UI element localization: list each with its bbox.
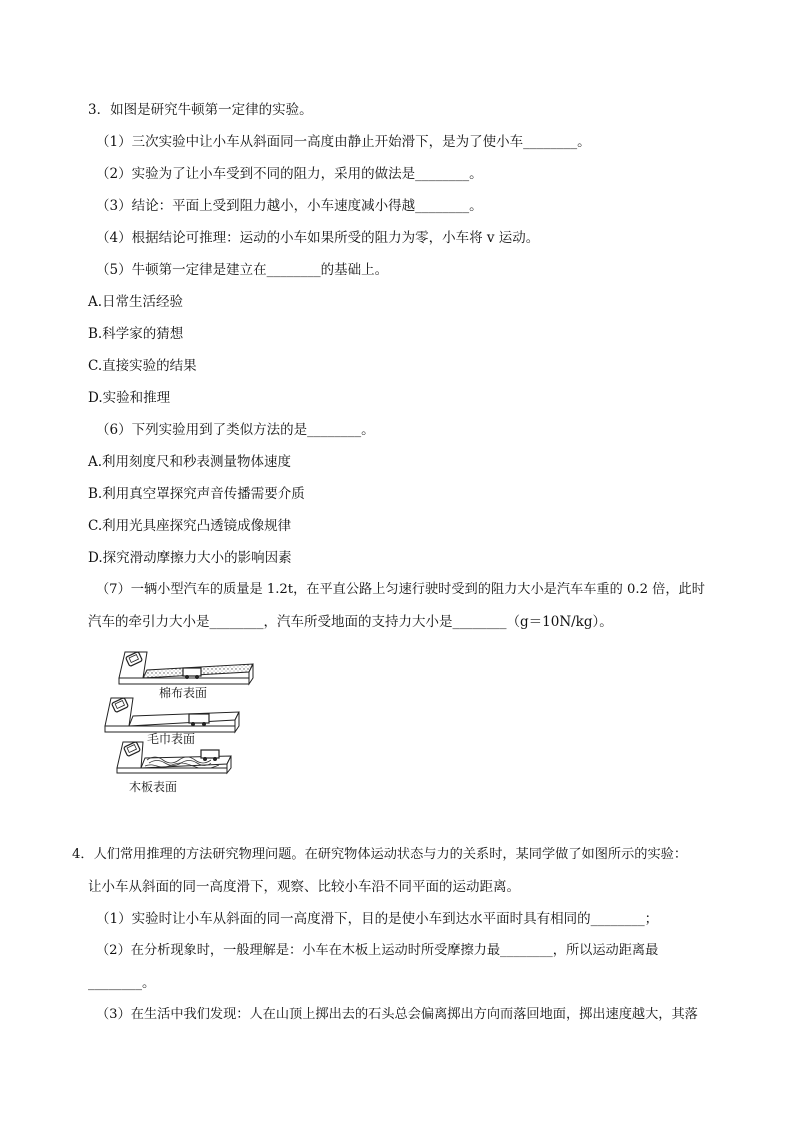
q3-part3: （3）结论：平面上受到阻力越小，小车速度减小得越________。 bbox=[96, 198, 483, 214]
q3-part7-line2: 汽车的牵引力大小是________，汽车所受地面的支持力大小是________（g＝10N/kg）。 bbox=[88, 614, 613, 630]
q3-p5-option-b: B.科学家的猜想 bbox=[88, 326, 184, 342]
experiment-figure bbox=[103, 644, 263, 799]
experiment-diagram bbox=[103, 644, 263, 799]
q3-part4: （4）根据结论可推理：运动的小车如果所受的阻力为零，小车将 v 运动。 bbox=[96, 230, 540, 246]
q3-part1: （1）三次实验中让小车从斜面同一高度由静止开始滑下，是为了使小车________。 bbox=[96, 134, 591, 150]
q3-part7-line1: （7）一辆小型汽车的质量是 1.2t，在平直公路上匀速行驶时受到的阻力大小是汽车车重的 0.2 倍，此时 bbox=[96, 582, 705, 597]
figure-label-wood: 木板表面 bbox=[129, 780, 178, 794]
q3-part6: （6）下列实验用到了类似方法的是________。 bbox=[96, 422, 375, 438]
q3-p5-option-d: D.实验和推理 bbox=[88, 390, 171, 406]
q3-title: 3．如图是研究牛顿第一定律的实验。 bbox=[88, 102, 313, 118]
q3-part2: （2）实验为了让小车受到不同的阻力，采用的做法是________。 bbox=[96, 166, 483, 182]
figure-label-towel: 毛巾表面 bbox=[147, 732, 196, 746]
towel-track bbox=[105, 698, 239, 732]
q4-title-line2: 让小车从斜面的同一高度滑下，观察、比较小车沿不同平面的运动距离。 bbox=[88, 879, 520, 895]
q3-p6-option-c: C.利用光具座探究凸透镜成像规律 bbox=[88, 518, 292, 534]
q4-part1: （1）实验时让小车从斜面的同一高度滑下，目的是使小车到达水平面时具有相同的________； bbox=[96, 911, 659, 927]
wood-track bbox=[117, 742, 231, 773]
q4-title-line1: 4．人们常用推理的方法研究物理问题。在研究物体运动状态与力的关系时，某同学做了如图所示的实验： bbox=[72, 847, 688, 862]
figure-label-cotton: 棉布表面 bbox=[159, 686, 208, 700]
cotton-track bbox=[119, 652, 253, 684]
q3-p6-option-b: B.利用真空罩探究声音传播需要介质 bbox=[88, 486, 305, 502]
q4-part2-line2: ________。 bbox=[88, 975, 156, 991]
q4-part3-line1: （3）在生活中我们发现：人在山顶上掷出去的石头总会偏离掷出方向而落回地面，掷出速度越大，其落 bbox=[96, 1007, 698, 1022]
q3-part5: （5）牛顿第一定律是建立在________的基础上。 bbox=[96, 262, 389, 278]
q3-p6-option-a: A.利用刻度尺和秒表测量物体速度 bbox=[88, 454, 292, 470]
q3-p5-option-a: A.日常生活经验 bbox=[88, 294, 184, 310]
q3-p5-option-c: C.直接实验的结果 bbox=[88, 358, 197, 374]
q4-part2-line1: （2）在分析现象时，一般理解是：小车在木板上运动时所受摩擦力最________，所以运动距离最 bbox=[96, 943, 659, 958]
q3-p6-option-d: D.探究滑动摩擦力大小的影响因素 bbox=[88, 550, 292, 566]
